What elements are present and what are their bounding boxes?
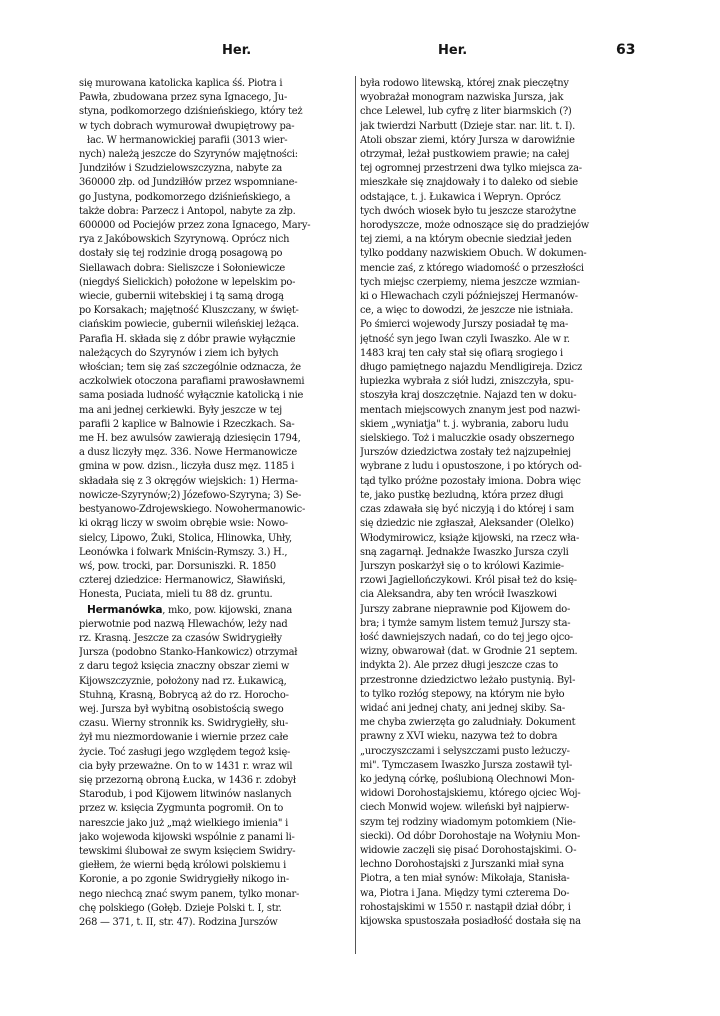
text-line: 600000 od Pociejów przez zona Ignacego, Mary- — [79, 220, 311, 232]
text-line: jako wojewoda kijowski wspólnie z panami li- — [79, 831, 295, 843]
text-line: wizny, obwarował (dat. w Grodnie 21 septem. — [360, 646, 578, 658]
text-line: nych) należą jeszcze do Szyrynów majętności: — [79, 149, 298, 161]
text-line: 1483 kraj ten cały stał się ofiarą srogiego i — [360, 347, 563, 359]
text-line: mencie zaś, z którego wiadomość o przeszłości — [360, 262, 584, 274]
text-line: ki okrąg liczy w swoim obrębie wsie: Nowo- — [79, 518, 288, 530]
text-line: Jurszy zabrane nieprawnie pod Kijowem do- — [360, 603, 571, 615]
text-line: przestronne dziedzictwo leżało pustynią. Byl- — [360, 674, 576, 686]
text-line: giełłem, że wierni będą królowi polskiemu i — [79, 860, 286, 872]
text-line: tąd tylko próżne pozostały imiona. Dobra więc — [360, 475, 581, 487]
text-line: Jundziłów i Szudzielowszczyzna, nabyte za — [79, 163, 283, 175]
text-line: jak twierdzi Narbutt (Dzieje star. nar. lit. t. I). — [360, 120, 576, 132]
text-line: rz. Krasną. Jeszcze za czasów Swidrygiełły — [79, 632, 282, 644]
text-line: mi". Tymczasem Iwaszko Jursza zostawił tyl- — [360, 759, 573, 771]
text-line: 360000 złp. od Jundziłłów przez wspomniane- — [79, 177, 298, 189]
text-line: w tych dobrach wymurował dwupiętrowy pa- — [79, 120, 295, 132]
text-line: sama posiada ludność wyłącznie katolicką i nie — [79, 390, 304, 402]
text-line: horodyszcze, może odnoszące się do pradziejów — [360, 220, 590, 232]
text-line: czterej dziedzice: Hermanowicz, Sławiński, — [79, 575, 286, 587]
text-line: czas zdawała się być niczyją i do której i sam — [360, 504, 574, 516]
text-line: widowie zaczęli się pisać Dorohostajskimi. O- — [360, 844, 577, 856]
text-line: „uroczyszczami i selyszczami pusto leżuczy- — [360, 745, 570, 757]
text-line: te, jako pustkę bezludną, która przez długi — [360, 489, 564, 501]
text-line: wś, pow. trocki, par. Dorsuniszki. R. 1850 — [79, 560, 276, 572]
text-line: otrzymał, leżał pustkowiem prawie; na całej — [360, 149, 570, 161]
text-line: wybrane z ludu i opustoszone, i po których od- — [360, 461, 582, 473]
text-line: skiem „wyniatja" t. j. wybrania, zaboru ludu — [360, 418, 569, 430]
text-line: wa, Piotra i Jana. Między tymi czterema Do- — [360, 887, 570, 899]
text-line: tylko poddany nazwiskiem Obuch. W dokumen- — [360, 248, 587, 260]
text-line: nego niechcą znać swym panem, tylko monar- — [79, 888, 300, 900]
text-line: me H. bez awulsów zawierają dziesięcin 1794, — [79, 433, 301, 445]
text-line: (niegdyś Sielickich) położone w lepelskim po- — [79, 276, 296, 288]
text-line: żył mu niezmordowanie i wiernie przez całe — [79, 732, 289, 744]
text-line: jętność syn jego Iwan czyli Iwaszko. Ale w r. — [360, 333, 570, 345]
text-line: dostały się tej rodzinie drogą posagową po — [79, 248, 283, 260]
text-line: rohostajskimi w 1550 r. nastąpił dział dóbr, i — [360, 901, 571, 913]
text-line: z daru tegoż księcia znaczny obszar ziemi w — [79, 661, 290, 673]
text-line: nareszcie jako już „mąż wielkiego imienia" i — [79, 817, 289, 829]
text-line: tych miejsc czerpiemy, niema jeszcze wzmian- — [360, 276, 580, 288]
text-line: czasu. Wierny stronnik ks. Swidrygiełły, słu- — [79, 718, 289, 730]
page-number: 63 — [616, 42, 636, 58]
text-line: Kijowszczyznie, położony nad rz. Łukawicą, — [79, 675, 287, 687]
text-line: a dusz liczyły męz. 336. Nowe Hermanowicze — [79, 447, 297, 459]
text-line: wiecie, gubernii witebskiej i tą samą drogą — [79, 291, 284, 303]
text-line: ciańskim powiecie, gubernii wileńskiej leżąca. — [79, 319, 299, 331]
running-header — [0, 40, 720, 62]
text-line: rzowi Jagiellończykowi. Król pisał też do księ- — [360, 575, 577, 587]
text-line: to tylko rozłóg stepowy, na którym nie było — [360, 688, 565, 700]
text-line: lechno Dorohostajski z Jurszanki miał syna — [360, 859, 564, 871]
text-line: włościan; tem się zaś szczególnie odznacza, że — [79, 362, 301, 374]
left-running-title: Her. — [222, 43, 252, 58]
text-line: siecki). Od dóbr Dorohostaje na Wołyniu Mon- — [360, 830, 581, 842]
text-line: tej ziemi, a na którym obecnie siedział jeden — [360, 234, 572, 246]
text-line: widowi Dorohostajskiemu, którego ojciec Woj- — [360, 788, 581, 800]
text-line: ki o Hlewachach czyli późniejszej Hermanów- — [360, 291, 578, 303]
text-line: pierwotnie pod nazwą Hlewachów, leży nad — [79, 618, 288, 630]
text-line: chce Lelewel, lub cyfrę z liter biarmskich (?) — [360, 106, 572, 118]
text-line: tej ogromnej przestrzeni dwa tylko miejsca za- — [360, 163, 582, 175]
text-line: widać ani jednej chaty, ani jednej skiby. Sa- — [360, 702, 565, 714]
text-line: łość dawniejszych nadań, co do tej jego ojco- — [360, 631, 573, 643]
text-line: go Justyna, podkomorzego dziśnieńskiego, a — [79, 191, 291, 203]
text-line: przez w. księcia Zygmunta pogromił. On to — [79, 803, 284, 815]
text-line: Parafia H. składa się z dóbr prawie wyłącznie — [79, 333, 296, 345]
text-line: Leonówka i folwark Mniścin-Rymszy. 3.) H., — [79, 546, 288, 558]
text-line: Jursza (podobno Stanko-Hankowicz) otrzymał — [79, 647, 298, 659]
text-line: wej. Jursza był wybitną osobistością swego — [79, 703, 284, 715]
text-line: sną zagarnął. Jednakże Iwaszko Jursza czyli — [360, 546, 569, 558]
text-line: składała się z 3 okręgów wiejskich: 1) Herma- — [79, 475, 298, 487]
text-line: ciech Monwid wojew. wileński był najpierw- — [360, 802, 570, 814]
text-line: nowicze-Szyrynów;2) Józefowo-Szyryna; 3) Se- — [79, 489, 302, 501]
text-line: ce, a więc to dowodzi, że jeszcze nie istniała. — [360, 305, 574, 317]
text-line: me chyba zwierzęta go zaludniały. Dokument — [360, 717, 576, 729]
text-line: Stuhną, Krasną, Bobrycą aż do rz. Horocho- — [79, 689, 289, 701]
text-line: wyobrażał monogram nazwiska Jursza, jak — [360, 92, 564, 104]
text-line: była rodowo litewską, której znak pieczętny — [360, 78, 569, 89]
text-line: mentach miejscowych znanym jest pod nazwi- — [360, 404, 581, 416]
text-line: Pawła, zbudowana przez syna Ignacego, Ju- — [79, 92, 288, 104]
left-text-column — [79, 77, 352, 957]
text-line: Siellawach dobra: Sieliszcze i Sołoniewicze — [79, 262, 286, 274]
text-line: sielcy, Lipowo, Żuki, Stolica, Hlinowka, Uhły, — [79, 532, 292, 544]
text-line: także dobra: Parzecz i Antopol, nabyte za złp. — [79, 205, 296, 217]
text-line: Jurszów dziedzictwa zostały też najzupełniej — [360, 447, 571, 459]
text-line: styna, podkomorzego dziśnieńskiego, który też — [79, 106, 303, 118]
text-line: odstające, t. j. Łukawica i Wepryn. Oprócz — [360, 191, 561, 203]
text-line: ma ani jednej cerkiewki. Były jeszcze w tej — [79, 404, 282, 416]
text-line: Po śmierci wojewody Jurszy posiadał tę ma- — [360, 319, 569, 331]
text-line: tewskimi ślubował ze swym księciem Swidry- — [79, 845, 296, 857]
text-line: Włodymirowicz, książe kijowski, na rzecz wła- — [360, 532, 580, 544]
text-line: życie. Toć zasługi jego względem tegoż księ- — [79, 746, 291, 758]
text-line: mieszkałe się znajdowały i to daleko od siebie — [360, 177, 578, 189]
text-line: Koronie, a po zgonie Swidrygiełły nikogo in- — [79, 874, 289, 886]
right-text-column — [360, 77, 636, 957]
text-line: gmina w pow. dzisn., liczyła dusz męz. 1185 i — [79, 461, 294, 473]
text-line: się murowana katolicka kaplica śś. Piotra i — [79, 78, 283, 89]
text-line: należących do Szyrynów i ziem ich byłych — [79, 347, 279, 359]
text-line: indykta 2). Ale przez długi jeszcze czas to — [360, 660, 558, 672]
text-line: bestyanowo-Zdrojewskiego. Nowohermanowic- — [79, 504, 306, 516]
text-line: cia Aleksandra, aby ten wrócił Iwaszkowi — [360, 589, 557, 601]
column-divider — [355, 76, 356, 954]
text-line: się przezorną obroną Łucka, w 1436 r. zdobył — [79, 774, 296, 786]
text-line: Piotra, a ten miał synów: Mikołaja, Stanisła- — [360, 873, 570, 885]
text-line: stoszyła kraj doszczętnie. Najazd ten w doku- — [360, 390, 577, 402]
text-line: tych dwóch wiosek było tu jeszcze starożytne — [360, 205, 577, 217]
text-line: ko jedyną córkę, poślubioną Olechnowi Mon- — [360, 773, 575, 785]
text-line: Starodub, i pod Kijowem litwinów naslanych — [79, 789, 292, 801]
text-line: po Korsakach; majętność Kluszczany, w święt- — [79, 305, 299, 317]
text-line: sielskiego. Toż i maluczkie osady obszernego — [360, 433, 575, 445]
entry-headword: Hermanówka — [87, 603, 163, 616]
text-line: prawny z XVI wieku, nazywa też to dobra — [360, 731, 558, 743]
text-line: Jurszyn poskarżył się o to królowi Kazimie- — [360, 560, 564, 572]
text-line: kijowska spustoszała posiadłość dostała się na — [360, 915, 581, 927]
text-line: chę polskiego (Gołęb. Dzieje Polski t. I, str. — [79, 902, 282, 914]
text-line: Hermanówka, mko, pow. kijowski, znana — [87, 603, 292, 616]
text-line: szym tej rodziny wiadomym potomkiem (Nie- — [360, 816, 576, 828]
text-line: Honesta, Puciata, mieli tu 88 dz. gruntu. — [79, 589, 273, 601]
text-line: długo pamiętnego najazdu Mendligireja. Dzicz — [360, 362, 582, 374]
text-line: rya z Jakóbowskich Szyrynową. Oprócz nich — [79, 234, 290, 246]
text-line: bra; i tymże samym listem temuż Jurszy sta- — [360, 617, 571, 629]
text-line: parafii 2 kaplice w Balnowie i Rzeczkach. Sa- — [79, 418, 295, 430]
text-line: 268 — 371, t. II, str. 47). Rodzina Jurszów — [79, 916, 278, 928]
text-line: cia były przeważne. On to w 1431 r. wraz wil — [79, 760, 293, 772]
text-line: Atoli obszar ziemi, który Jursza w darowiźnie — [360, 134, 575, 146]
text-line: łac. W hermanowickiej parafii (3013 wier- — [87, 134, 288, 146]
right-running-title: Her. — [438, 43, 468, 58]
text-line: łupiezka wybrała z siół ludzi, zniszczyła, spu- — [360, 376, 574, 388]
text-line: się dziedzic nie zgłaszał, Aleksander (Olelko) — [360, 518, 574, 530]
text-line: aczkolwiek otoczona parafiami prawosławnemi — [79, 376, 305, 388]
